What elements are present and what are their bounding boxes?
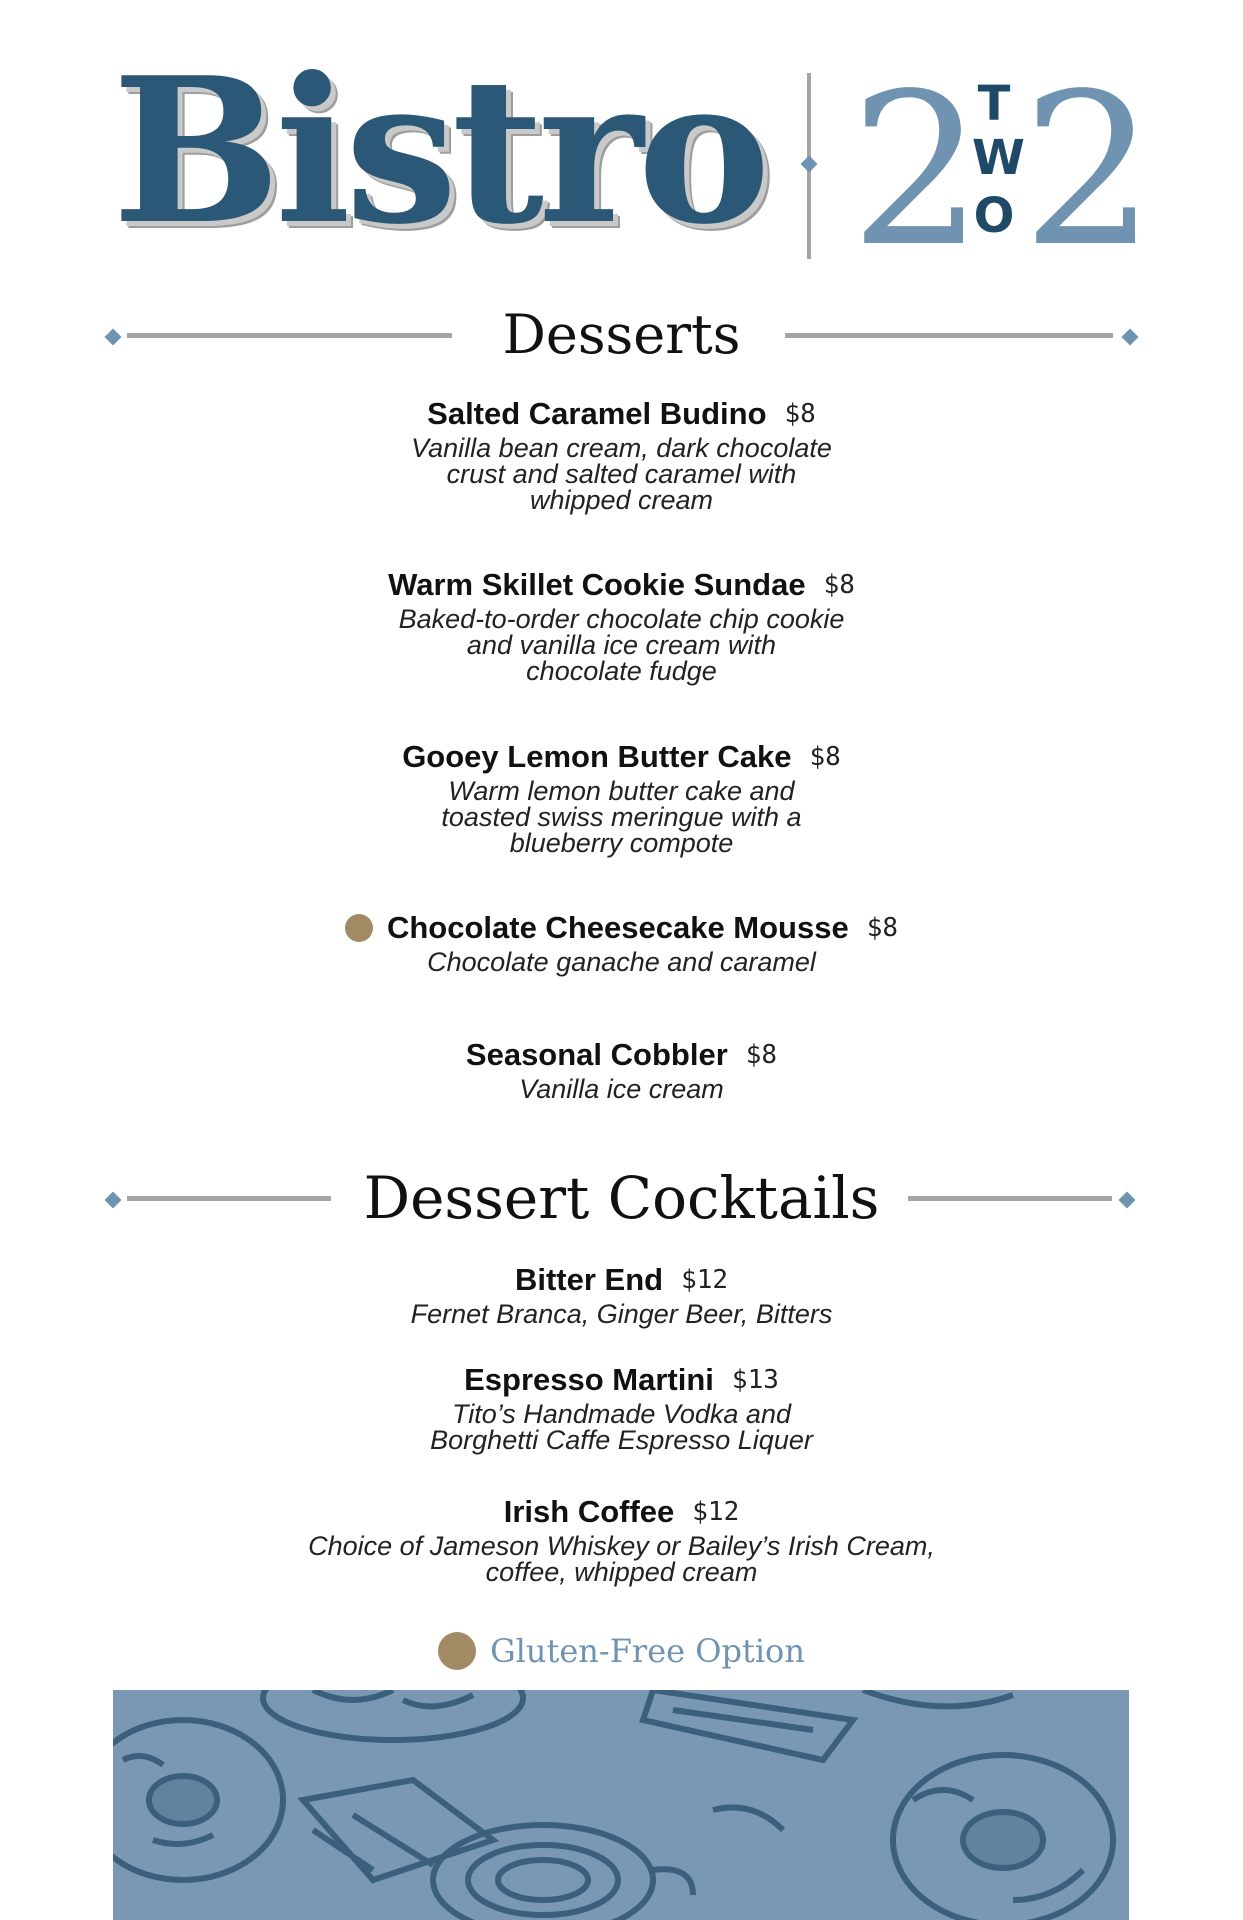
cake-slice-icon <box>643 1690 853 1760</box>
donut-icon <box>893 1755 1113 1920</box>
desserts-title: Desserts <box>502 303 741 366</box>
item-price: $8 <box>866 912 899 943</box>
item-price: $13 <box>731 1364 779 1395</box>
item-name: Gooey Lemon Butter Cake <box>402 739 792 774</box>
item-description: Warm lemon butter cake and toasted swiss meringue with a blueberry compote <box>441 776 802 858</box>
logo-digit-right: 2 <box>1022 48 1156 293</box>
menu-item-irish-coffee <box>0 1496 1243 1585</box>
menu-item-espresso-martini <box>0 1364 1243 1453</box>
item-price: $8 <box>823 569 855 600</box>
item-name: Espresso Martini <box>464 1362 714 1397</box>
item-name: Irish Coffee <box>503 1494 675 1529</box>
logo-wordmark: Bistro <box>112 34 765 269</box>
cake-slice-icon <box>303 1780 493 1880</box>
logo-letter: O <box>973 188 1015 244</box>
pattern-flourish <box>863 1690 1013 1706</box>
item-price: $12 <box>692 1496 740 1527</box>
logo-letter: T <box>977 76 1011 132</box>
item-name: Bitter End <box>514 1262 664 1297</box>
cocktails-section-header <box>0 1160 1243 1240</box>
item-description: Baked-to-order chocolate chip cookie and vanilla ice cream with chocolate fudge <box>398 604 845 686</box>
item-price: $8 <box>745 1039 778 1070</box>
item-description: Vanilla ice cream <box>519 1074 724 1104</box>
menu-item-warm-skillet-cookie-sundae <box>0 569 1243 684</box>
item-name: Warm Skillet Cookie Sundae <box>388 567 806 602</box>
cocktails-title: Dessert Cocktails <box>363 1164 880 1232</box>
item-description: Chocolate ganache and caramel <box>427 947 816 977</box>
item-description: Choice of Jameson Whiskey or Bailey’s Irish Cream, coffee, whipped cream <box>308 1531 935 1587</box>
logo-letter: W <box>972 130 1025 186</box>
bistro-two-two-logo <box>0 0 1243 293</box>
menu-item-salted-caramel-budino <box>0 398 1243 513</box>
item-price: $8 <box>784 398 816 429</box>
menu-item-chocolate-cheesecake-mousse <box>0 912 1243 975</box>
logo-diamond-icon <box>801 156 818 173</box>
item-description: Tito’s Handmade Vodka and Borghetti Caffe Espresso Liquer <box>430 1399 813 1455</box>
item-price: $8 <box>809 741 841 772</box>
divider-line-right <box>908 1196 1112 1201</box>
divider-line-right <box>785 333 1113 338</box>
gluten-free-dot-icon <box>438 1632 476 1670</box>
menu-item-bitter-end <box>0 1264 1243 1327</box>
donut-icon <box>113 1720 283 1880</box>
menu-item-gooey-lemon-butter-cake <box>0 741 1243 856</box>
gluten-free-dot-icon <box>345 914 373 942</box>
dessert-pattern-banner <box>113 1690 1129 1920</box>
desserts-section-header <box>0 296 1243 376</box>
coffee-cup-icon <box>433 1825 693 1920</box>
gluten-free-legend-label: Gluten-Free Option <box>490 1632 805 1670</box>
dessert-pattern-illustration <box>113 1690 1129 1920</box>
pattern-flourish <box>713 1808 783 1831</box>
cookie-icon <box>263 1690 523 1740</box>
gluten-free-legend <box>0 1632 1243 1670</box>
item-description: Vanilla bean cream, dark chocolate crust and salted caramel with whipped cream <box>411 433 832 515</box>
item-price: $12 <box>681 1264 729 1295</box>
item-name: Salted Caramel Budino <box>427 396 767 431</box>
logo-digit-left: 2 <box>850 48 984 293</box>
item-description: Fernet Branca, Ginger Beer, Bitters <box>410 1299 833 1329</box>
item-name: Chocolate Cheesecake Mousse <box>386 910 849 945</box>
item-name: Seasonal Cobbler <box>465 1037 728 1072</box>
menu-item-seasonal-cobbler <box>0 1039 1243 1102</box>
